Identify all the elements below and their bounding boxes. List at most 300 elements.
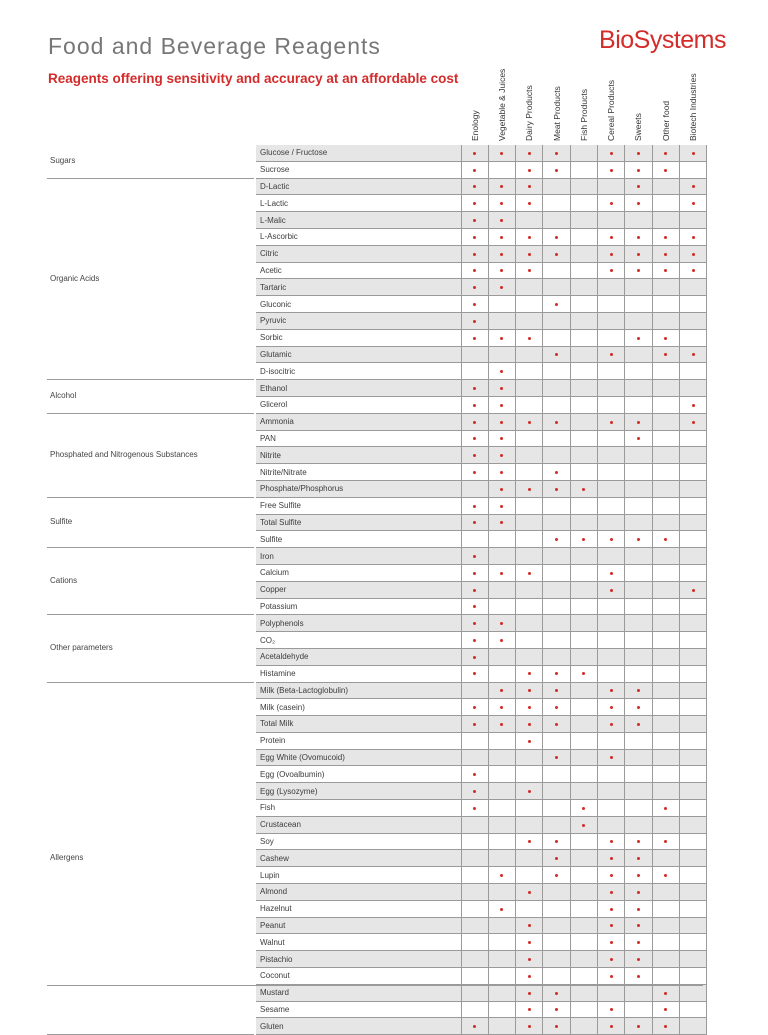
application-cell — [625, 1018, 652, 1035]
reagent-name: L-Ascorbic — [255, 228, 461, 245]
applicable-dot-icon — [473, 454, 476, 457]
page-title: Food and Beverage Reagents — [48, 33, 381, 59]
applicable-dot-icon — [473, 152, 476, 155]
application-cell — [516, 363, 543, 380]
application-cell — [625, 178, 652, 195]
application-cell — [488, 598, 515, 615]
application-cell — [625, 934, 652, 951]
application-cell — [679, 514, 706, 531]
applicable-dot-icon — [664, 353, 667, 356]
application-cell — [543, 447, 570, 464]
application-cell — [625, 749, 652, 766]
application-cell — [652, 850, 679, 867]
applicable-dot-icon — [692, 202, 695, 205]
applicable-dot-icon — [473, 672, 476, 675]
applicable-dot-icon — [528, 790, 531, 793]
table-row — [47, 497, 707, 514]
application-cell — [516, 632, 543, 649]
application-cell — [679, 161, 706, 178]
applicable-dot-icon — [610, 924, 613, 927]
application-cell — [488, 212, 515, 229]
applicable-dot-icon — [664, 874, 667, 877]
applicable-dot-icon — [637, 538, 640, 541]
applicable-dot-icon — [582, 807, 585, 810]
application-cell — [461, 312, 488, 329]
applicable-dot-icon — [528, 1025, 531, 1028]
applicable-dot-icon — [610, 723, 613, 726]
applicable-dot-icon — [692, 236, 695, 239]
application-cell — [461, 195, 488, 212]
applicable-dot-icon — [473, 589, 476, 592]
application-cell — [488, 195, 515, 212]
reagent-name: Tartaric — [255, 279, 461, 296]
application-cell — [679, 716, 706, 733]
applicable-dot-icon — [555, 488, 558, 491]
application-cell — [488, 665, 515, 682]
application-cell — [461, 850, 488, 867]
application-cell — [625, 984, 652, 1001]
application-cell — [516, 749, 543, 766]
application-cell — [597, 212, 624, 229]
application-cell — [543, 732, 570, 749]
applicable-dot-icon — [500, 219, 503, 222]
application-cell — [570, 363, 597, 380]
application-cell — [543, 195, 570, 212]
reagent-name: Gluten — [255, 1018, 461, 1035]
application-cell — [461, 1001, 488, 1018]
application-cell — [597, 564, 624, 581]
application-cell — [597, 430, 624, 447]
application-cell — [625, 917, 652, 934]
applicable-dot-icon — [610, 756, 613, 759]
application-cell — [488, 548, 515, 565]
application-cell — [625, 816, 652, 833]
applicable-dot-icon — [664, 992, 667, 995]
application-cell — [516, 413, 543, 430]
application-cell — [652, 615, 679, 632]
reagent-name: L-Lactic — [255, 195, 461, 212]
application-cell — [652, 766, 679, 783]
application-cell — [652, 464, 679, 481]
page-subtitle: Reagents offering sensitivity and accuracy at an affordable cost — [48, 71, 459, 86]
application-cell — [597, 514, 624, 531]
application-cell — [597, 615, 624, 632]
applicable-dot-icon — [637, 891, 640, 894]
application-cell — [625, 783, 652, 800]
applicable-dot-icon — [473, 236, 476, 239]
application-cell — [488, 615, 515, 632]
applicable-dot-icon — [610, 941, 613, 944]
applicable-dot-icon — [555, 303, 558, 306]
applicable-dot-icon — [555, 756, 558, 759]
reagent-name: Acetaldehyde — [255, 648, 461, 665]
applicable-dot-icon — [610, 152, 613, 155]
application-cell — [461, 380, 488, 397]
group-label: Sugars — [47, 145, 255, 178]
application-cell — [543, 212, 570, 229]
applicable-dot-icon — [692, 185, 695, 188]
application-cell — [488, 699, 515, 716]
application-cell — [461, 396, 488, 413]
reagent-name: Mustard — [255, 984, 461, 1001]
application-cell — [488, 497, 515, 514]
application-cell — [570, 951, 597, 968]
applicable-dot-icon — [500, 706, 503, 709]
reagent-name: Phosphate/Phosphorus — [255, 480, 461, 497]
application-cell — [461, 464, 488, 481]
applicable-dot-icon — [582, 488, 585, 491]
applicable-dot-icon — [610, 589, 613, 592]
application-cell — [652, 968, 679, 985]
application-cell — [597, 648, 624, 665]
application-cell — [679, 984, 706, 1001]
applicable-dot-icon — [637, 337, 640, 340]
applicable-dot-icon — [555, 992, 558, 995]
applicable-dot-icon — [473, 253, 476, 256]
reagent-name: Milk (Beta-Lactoglobulin) — [255, 682, 461, 699]
applicable-dot-icon — [528, 1008, 531, 1011]
applicable-dot-icon — [500, 437, 503, 440]
applicable-dot-icon — [473, 202, 476, 205]
application-cell — [570, 161, 597, 178]
application-cell — [652, 145, 679, 161]
application-cell — [625, 732, 652, 749]
applicable-dot-icon — [500, 488, 503, 491]
applicable-dot-icon — [610, 269, 613, 272]
applicable-dot-icon — [500, 202, 503, 205]
application-cell — [461, 682, 488, 699]
application-cell — [488, 850, 515, 867]
reagent-name: Egg (Ovoalbumin) — [255, 766, 461, 783]
application-cell — [652, 783, 679, 800]
application-cell — [625, 380, 652, 397]
applicable-dot-icon — [500, 387, 503, 390]
application-cell — [570, 329, 597, 346]
application-cell — [488, 564, 515, 581]
application-cell — [570, 581, 597, 598]
applicable-dot-icon — [528, 236, 531, 239]
application-cell — [625, 800, 652, 817]
application-cell — [597, 716, 624, 733]
applicable-dot-icon — [555, 689, 558, 692]
application-cell — [516, 195, 543, 212]
application-cell — [625, 363, 652, 380]
applicable-dot-icon — [610, 572, 613, 575]
application-cell — [679, 464, 706, 481]
application-cell — [488, 800, 515, 817]
applicable-dot-icon — [528, 202, 531, 205]
application-cell — [679, 615, 706, 632]
table-row — [47, 413, 707, 430]
application-cell — [625, 212, 652, 229]
application-cell — [543, 497, 570, 514]
applicable-dot-icon — [637, 975, 640, 978]
table-row — [47, 178, 707, 195]
application-cell — [461, 497, 488, 514]
application-cell — [679, 699, 706, 716]
application-cell — [461, 833, 488, 850]
application-cell — [625, 447, 652, 464]
application-cell — [570, 245, 597, 262]
application-cell — [570, 346, 597, 363]
application-cell — [543, 430, 570, 447]
table-row — [47, 145, 707, 161]
reagent-name: Fish — [255, 800, 461, 817]
application-cell — [516, 296, 543, 313]
application-cell — [516, 497, 543, 514]
application-cell — [488, 430, 515, 447]
application-cell — [516, 732, 543, 749]
applicable-dot-icon — [528, 975, 531, 978]
application-cell — [597, 968, 624, 985]
application-cell — [625, 396, 652, 413]
application-cell — [488, 514, 515, 531]
application-cell — [461, 346, 488, 363]
application-cell — [679, 816, 706, 833]
reagent-name: Total Milk — [255, 716, 461, 733]
applicable-dot-icon — [473, 320, 476, 323]
application-cell — [543, 279, 570, 296]
application-cell — [461, 900, 488, 917]
application-cell — [597, 800, 624, 817]
application-cell — [461, 783, 488, 800]
application-cell — [570, 816, 597, 833]
application-cell — [516, 430, 543, 447]
application-cell — [488, 884, 515, 901]
application-cell — [652, 682, 679, 699]
application-cell — [543, 984, 570, 1001]
application-cell — [516, 178, 543, 195]
application-cell — [543, 884, 570, 901]
application-cell — [461, 245, 488, 262]
application-cell — [597, 380, 624, 397]
application-cell — [543, 766, 570, 783]
application-cell — [679, 228, 706, 245]
applicable-dot-icon — [528, 992, 531, 995]
applicable-dot-icon — [473, 656, 476, 659]
application-cell — [516, 648, 543, 665]
application-cell — [679, 279, 706, 296]
application-cell — [679, 145, 706, 161]
application-cell — [679, 245, 706, 262]
applicable-dot-icon — [637, 269, 640, 272]
application-cell — [543, 665, 570, 682]
application-cell — [625, 413, 652, 430]
applicable-dot-icon — [528, 185, 531, 188]
application-cell — [516, 581, 543, 598]
applicable-dot-icon — [637, 723, 640, 726]
applicable-dot-icon — [528, 941, 531, 944]
applicable-dot-icon — [528, 572, 531, 575]
application-cell — [597, 245, 624, 262]
applicable-dot-icon — [500, 639, 503, 642]
application-cell — [488, 161, 515, 178]
application-cell — [625, 699, 652, 716]
application-cell — [570, 413, 597, 430]
application-cell — [597, 850, 624, 867]
application-cell — [570, 212, 597, 229]
column-header-meat-products: Meat Products — [551, 86, 562, 141]
applicable-dot-icon — [637, 202, 640, 205]
applicable-dot-icon — [555, 169, 558, 172]
applicable-dot-icon — [664, 152, 667, 155]
application-cell — [488, 632, 515, 649]
reagent-name: Nitrite/Nitrate — [255, 464, 461, 481]
application-cell — [516, 884, 543, 901]
applicable-dot-icon — [473, 1025, 476, 1028]
application-cell — [543, 363, 570, 380]
reagent-application-table — [47, 145, 707, 1035]
application-cell — [597, 665, 624, 682]
application-cell — [461, 732, 488, 749]
applicable-dot-icon — [528, 421, 531, 424]
reagent-name: Hazelnut — [255, 900, 461, 917]
application-cell — [679, 581, 706, 598]
application-cell — [570, 145, 597, 161]
applicable-dot-icon — [528, 169, 531, 172]
application-cell — [652, 195, 679, 212]
application-cell — [570, 296, 597, 313]
applicable-dot-icon — [637, 253, 640, 256]
application-cell — [597, 464, 624, 481]
application-cell — [516, 245, 543, 262]
application-cell — [679, 447, 706, 464]
application-cell — [652, 800, 679, 817]
application-cell — [543, 514, 570, 531]
application-cell — [488, 716, 515, 733]
application-cell — [679, 329, 706, 346]
application-cell — [625, 296, 652, 313]
application-cell — [652, 363, 679, 380]
application-cell — [652, 279, 679, 296]
application-cell — [543, 598, 570, 615]
application-cell — [461, 564, 488, 581]
applicable-dot-icon — [473, 471, 476, 474]
application-cell — [543, 699, 570, 716]
applicable-dot-icon — [473, 773, 476, 776]
application-cell — [570, 531, 597, 548]
application-cell — [597, 1018, 624, 1035]
application-cell — [652, 346, 679, 363]
application-cell — [461, 480, 488, 497]
application-cell — [679, 833, 706, 850]
application-cell — [679, 850, 706, 867]
application-cell — [570, 968, 597, 985]
application-cell — [570, 917, 597, 934]
application-cell — [597, 951, 624, 968]
applicable-dot-icon — [500, 236, 503, 239]
applicable-dot-icon — [473, 169, 476, 172]
application-cell — [679, 917, 706, 934]
applicable-dot-icon — [637, 908, 640, 911]
application-cell — [543, 900, 570, 917]
application-cell — [461, 867, 488, 884]
application-cell — [488, 329, 515, 346]
application-cell — [516, 1001, 543, 1018]
application-cell — [652, 867, 679, 884]
application-cell — [516, 833, 543, 850]
table-row — [47, 615, 707, 632]
application-cell — [461, 514, 488, 531]
applicable-dot-icon — [637, 840, 640, 843]
applicable-dot-icon — [555, 471, 558, 474]
application-cell — [679, 396, 706, 413]
application-cell — [516, 346, 543, 363]
application-cell — [679, 296, 706, 313]
application-cell — [652, 296, 679, 313]
applicable-dot-icon — [528, 723, 531, 726]
group-label: Organic Acids — [47, 178, 255, 380]
application-cell — [570, 833, 597, 850]
applicable-dot-icon — [473, 572, 476, 575]
applicable-dot-icon — [664, 169, 667, 172]
application-cell — [543, 178, 570, 195]
application-cell — [679, 800, 706, 817]
application-cell — [461, 447, 488, 464]
application-cell — [652, 413, 679, 430]
reagent-name: Free Sulfite — [255, 497, 461, 514]
application-cell — [625, 615, 652, 632]
application-cell — [543, 816, 570, 833]
applicable-dot-icon — [473, 605, 476, 608]
application-cell — [652, 699, 679, 716]
applicable-dot-icon — [555, 1025, 558, 1028]
application-cell — [679, 648, 706, 665]
application-cell — [516, 968, 543, 985]
application-cell — [597, 833, 624, 850]
applicable-dot-icon — [582, 824, 585, 827]
applicable-dot-icon — [610, 689, 613, 692]
reagent-name: Sucrose — [255, 161, 461, 178]
application-cell — [679, 346, 706, 363]
application-cell — [543, 464, 570, 481]
application-cell — [679, 867, 706, 884]
application-cell — [461, 951, 488, 968]
application-cell — [461, 1018, 488, 1035]
application-cell — [570, 732, 597, 749]
reagent-name: Crustacean — [255, 816, 461, 833]
application-cell — [679, 884, 706, 901]
application-cell — [516, 615, 543, 632]
applicable-dot-icon — [555, 538, 558, 541]
application-cell — [570, 480, 597, 497]
application-cell — [516, 951, 543, 968]
application-cell — [543, 312, 570, 329]
applicable-dot-icon — [473, 303, 476, 306]
application-cell — [461, 228, 488, 245]
application-cell — [461, 665, 488, 682]
application-cell — [488, 531, 515, 548]
applicable-dot-icon — [664, 337, 667, 340]
applicable-dot-icon — [473, 404, 476, 407]
application-cell — [652, 581, 679, 598]
application-cell — [516, 262, 543, 279]
applicable-dot-icon — [555, 236, 558, 239]
application-cell — [516, 380, 543, 397]
application-cell — [488, 968, 515, 985]
reagent-name: Acetic — [255, 262, 461, 279]
application-cell — [679, 682, 706, 699]
application-cell — [570, 564, 597, 581]
application-cell — [570, 867, 597, 884]
application-cell — [516, 816, 543, 833]
application-cell — [625, 531, 652, 548]
application-cell — [652, 749, 679, 766]
application-cell — [652, 480, 679, 497]
application-cell — [543, 296, 570, 313]
application-cell — [488, 396, 515, 413]
application-cell — [570, 279, 597, 296]
